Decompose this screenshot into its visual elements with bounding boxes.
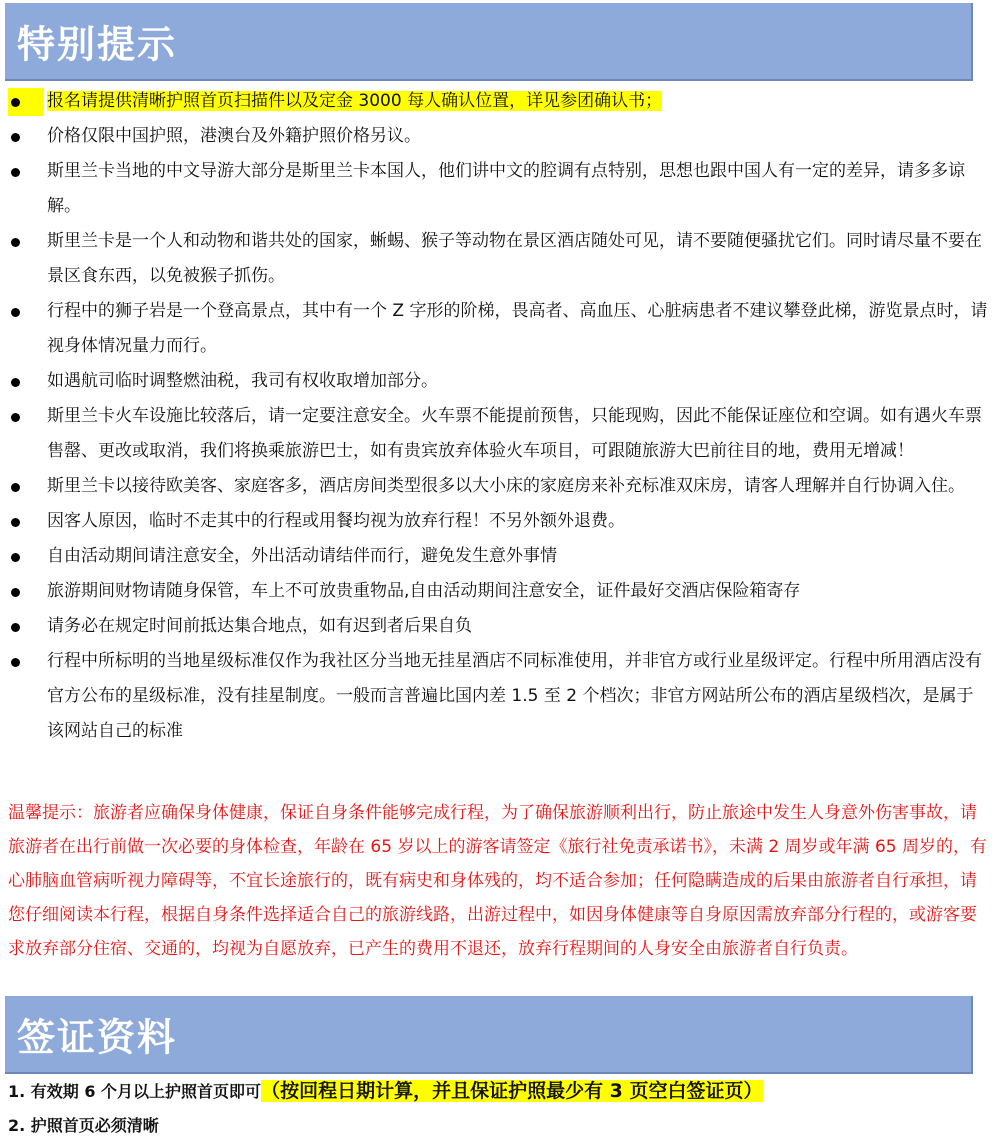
visa-item-highlight: （按回程日期计算，并且保证护照最少有 3 页空白签证页） <box>261 1080 763 1102</box>
list-item <box>8 224 988 294</box>
section-header-special-notes <box>5 3 973 81</box>
bullet-icon <box>11 238 20 247</box>
list-item <box>8 294 988 364</box>
list-item-text: 斯里兰卡是一个人和动物和谐共处的国家，蜥蜴、猴子等动物在景区酒店随处可见，请不要随便骚扰它们。同时请尽量不要在景区食东西，以免被猴子抓伤。 <box>47 231 982 286</box>
bullet-icon <box>11 133 20 142</box>
bullet-icon <box>11 413 20 422</box>
list-item <box>8 1074 992 1109</box>
tips-list <box>8 84 988 749</box>
list-item-text: 自由活动期间请注意安全，外出活动请结伴而行，避免发生意外事情 <box>47 546 557 566</box>
bullet-icon <box>11 483 20 492</box>
list-item <box>8 574 988 609</box>
list-item-text: 斯里兰卡当地的中文导游大部分是斯里兰卡本国人，他们讲中文的腔调有点特别，思想也跟中国人有一定的差异，请多多谅解。 <box>47 161 965 216</box>
list-item-text: 如遇航司临时调整燃油税，我司有权收取增加部分。 <box>47 371 438 391</box>
list-item-text: 行程中所标明的当地星级标准仅作为我社区分当地无挂星酒店不同标准使用，并非官方或行业星级评定。行程中所用酒店没有官方公布的星级标准，没有挂星制度。一般而言普遍比国内差 1.5 至 2 个档次；非官方网站所公布的酒店星级档次，是属于该网站自己的标准 <box>47 651 982 741</box>
warm-reminder-paragraph: 温馨提示：旅游者应确保身体健康，保证自身条件能够完成行程，为了确保旅游顺利出行，防止旅途中发生人身意外伤害事故，请旅游者在出行前做一次必要的身体检查，年龄在 65 岁以上的游客请签定《旅行社免责承诺书》，未满 2 周岁或年满 65 周岁的，有心肺脑血管病听视力障碍等，不宜长途旅行的，既有病史和身体残的，均不适合参加；任何隐瞒造成的后果由旅游者自行承担，请您仔细阅读本行程，根据自身条件选择适合自己的旅游线路，出游过程中，如因身体健康等自身原因需放弃部分行程的，或游客要求放弃部分住宿、交通的，均视为自愿放弃，已产生的费用不退还，放弃行程期间的人身安全由旅游者自行负责。 <box>8 803 987 959</box>
list-item <box>8 644 988 749</box>
bullet-icon <box>11 623 20 632</box>
section-header-visa-docs <box>5 996 973 1074</box>
list-item <box>8 84 988 119</box>
list-item-text: 行程中的狮子岩是一个登高景点，其中有一个 Z 字形的阶梯，畏高者、高血压、心脏病患者不建议攀登此梯，游览景点时，请视身体情况量力而行。 <box>47 301 988 356</box>
list-item <box>8 609 988 644</box>
list-item-text: 报名请提供清晰护照首页扫描件以及定金 3000 每人确认位置，详见参团确认书； <box>47 91 663 111</box>
bullet-icon <box>11 378 20 387</box>
bullet-icon <box>11 98 20 107</box>
list-item <box>8 504 988 539</box>
list-item-text: 斯里兰卡以接待欧美客、家庭客多，酒店房间类型很多以大小床的家庭房来补充标准双床房，请客人理解并自行协调入住。 <box>47 476 965 496</box>
list-item <box>8 539 988 574</box>
bullet-icon <box>11 658 20 667</box>
list-item-text: 请务必在规定时间前抵达集合地点，如有迟到者后果自负 <box>47 616 472 636</box>
bullet-icon <box>11 588 20 597</box>
section-title: 签证资料 <box>17 1015 178 1060</box>
bullet-icon <box>11 518 20 527</box>
list-item <box>8 154 988 224</box>
bullet-icon <box>11 168 20 177</box>
list-item-text: 斯里兰卡火车设施比较落后，请一定要注意安全。火车票不能提前预售，只能现购，因此不能保证座位和空调。如有遇火车票售罄、更改或取消，我们将换乘旅游巴士，如有贵宾放弃体验火车项目，可跟随旅游大巴前往目的地，费用无增减！ <box>47 406 982 461</box>
bullet-icon <box>11 308 20 317</box>
list-item-text: 旅游期间财物请随身保管，车上不可放贵重物品,自由活动期间注意安全，证件最好交酒店保险箱寄存 <box>47 581 801 601</box>
bullet-icon <box>11 553 20 562</box>
list-item <box>8 399 988 469</box>
visa-item-text: 1. 有效期 6 个月以上护照首页即可 <box>8 1082 262 1101</box>
section-title: 特别提示 <box>17 22 178 67</box>
list-item <box>8 469 988 504</box>
list-item <box>8 364 988 399</box>
list-item <box>8 119 988 154</box>
list-item <box>8 1109 992 1143</box>
visa-item-text: 2. 护照首页必须清晰 <box>8 1116 159 1135</box>
list-item-text: 价格仅限中国护照，港澳台及外籍护照价格另议。 <box>47 126 421 146</box>
list-item-text: 因客人原因，临时不走其中的行程或用餐均视为放弃行程！不另外额外退费。 <box>47 511 625 531</box>
visa-requirements-list <box>8 1074 992 1143</box>
